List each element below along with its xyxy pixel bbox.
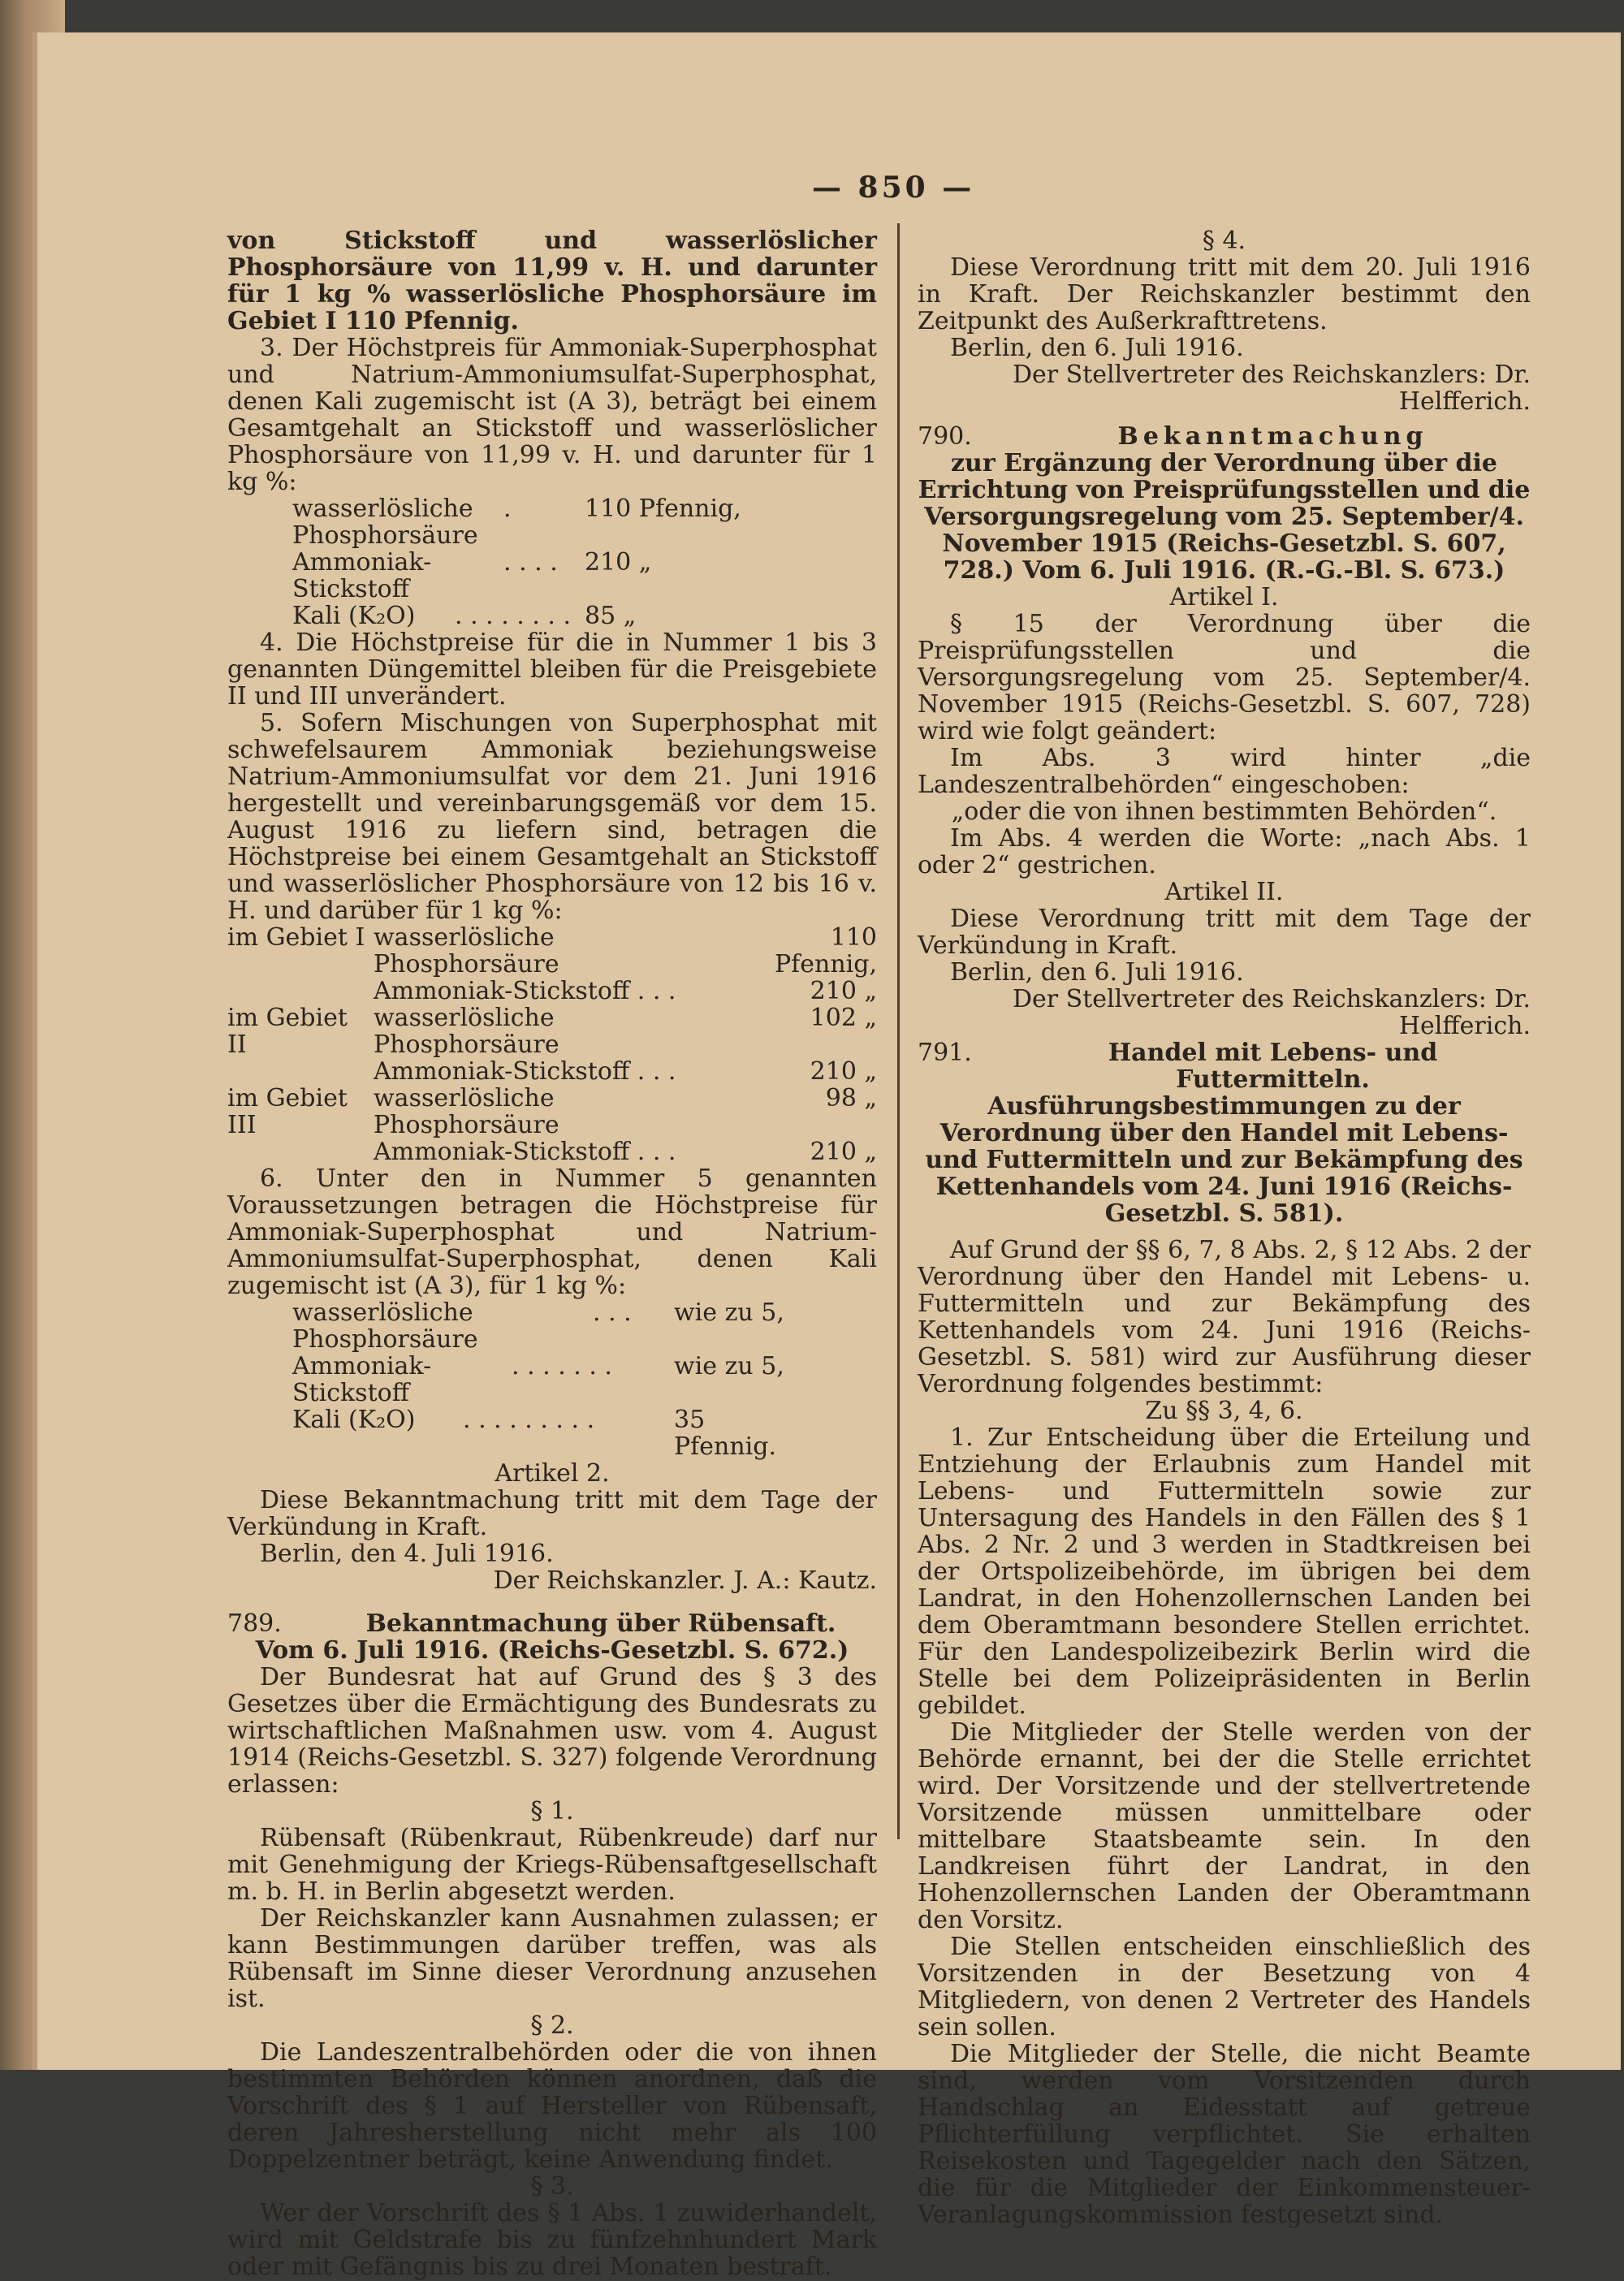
artikel-1-heading: Artikel I.: [1169, 583, 1279, 611]
rule-2: Die Mitglieder der Stelle werden von der Behörde ernannt, bei der die Stelle errichtet wird. Der Vorsitzende und der stellvertretende Vorsitzende müssen unmittelbare oder mittelbare Staatsbeamte sein. In den Landkreisen führt der Landrat, in den Hohenzollernschen Landen der Oberamtmann den Vorsitz.: [918, 1718, 1531, 1934]
table-row: im Gebiet III wasserlösliche Phosphorsäure 98 „: [227, 1084, 877, 1139]
section-790-heading: [918, 423, 1531, 450]
artikel-1-b: „oder die von ihnen bestimmten Behörden“.: [951, 797, 1497, 826]
preamble: Auf Grund der §§ 6, 7, 8 Abs. 2, § 12 Abs. 2 der Verordnung über den Handel mit Lebens- u. Futtermitteln und zur Bekämpfung des Kettenhandels vom 24. Juni 1916 (Reichs-Gesetzbl. S. 581) wird zur Ausführung dieser Verordnung folgendes bestimmt:: [918, 1236, 1531, 1398]
signature: Der Stellvertreter des Reichskanzlers: Dr. Helfferich.: [1012, 361, 1531, 416]
paragraph-1-text-2: Der Reichskanzler kann Ausnahmen zulassen; er kann Bestimmungen darüber treffen, was als Rübensaft im Sinne dieser Verordnung anzusehen ist.: [227, 1904, 877, 2013]
artikel-2-heading: Artikel 2.: [495, 1459, 610, 1488]
paragraph-4: 4. Die Höchstpreise für die in Nummer 1 bis 3 genannten Düngemittel bleiben für die Preisgebiete II und III unverändert.: [227, 629, 877, 711]
rule-3: Die Stellen entscheiden einschließlich des Vorsitzenden in der Besetzung von 4 Mitgliedern, von denen 2 Vertreter des Handels sein sollen.: [918, 1933, 1531, 2041]
table-row: im Gebiet II wasserlösliche Phosphorsäure 102 „: [227, 1004, 877, 1059]
table-row: Kali (K₂O) . . . . . . . . . 35 Pfennig.: [292, 1406, 777, 1461]
section-number: 789.: [227, 1609, 282, 1638]
paragraph-3: 3. Der Höchstpreis für Ammoniak-Superphosphat und Natrium-Ammoniumsulfat-Superphosphat, denen Kali zugemischt ist (A 3), beträgt bei einem Gesamtgehalt an Stickstoff und wasserlöslicher Phosphorsäure von 11,99 v. H. und darunter für 1 kg %:: [227, 334, 877, 496]
column-divider: [897, 223, 900, 1839]
section-number: 791.: [918, 1039, 972, 1067]
price-table-3: [227, 495, 747, 629]
section-number: 790.: [918, 422, 972, 451]
table-row: Ammoniak-Stickstoff . . . . . . . wie zu 5,: [292, 1352, 784, 1407]
rule-1: 1. Zur Entscheidung über die Erteilung und Entziehung der Erlaubnis zum Handel mit Lebens- und Futtermitteln sowie zur Untersagung des Handels in den Fällen des § 1 Abs. 2 Nr. 2 und 3 werden in Stadtkreisen bei der Ortspolizeibehörde, im übrigen bei dem Landrat, in den Hohenzollernschen Landen bei dem Oberamtmann besondere Stellen errichtet. Für den Landespolizeibezirk Berlin wird die Stelle bei dem Polizeipräsidenten in Berlin gebildet.: [918, 1423, 1531, 1720]
left-column: [227, 227, 877, 2280]
table-row: Ammoniak-Stickstoff . . . 210 „: [374, 977, 877, 1005]
table-row: Kali (K₂O) . . . . . . . . 85 „: [292, 602, 637, 630]
paragraph-2-text: Die Landeszentralbehörden oder die von ihnen bestimmten Behörden können anordnen, daß die Vorschrift des § 1 auf Hersteller von Rübensaft, deren Jahresherstellung nicht mehr als 100 Doppelzentner beträgt, keine Anwendung findet.: [227, 2038, 877, 2174]
paragraph-sign-3: § 3.: [530, 2172, 574, 2201]
intro-paragraph: von Stickstoff und wasserlöslicher Phosphorsäure von 11,99 v. H. und darunter für 1 kg % wasserlösliche Phosphorsäure im Gebiet I 110 Pfennig.: [227, 227, 877, 335]
table-row: Ammoniak-Stickstoff . . . 210 „: [374, 1138, 877, 1166]
preamble: Der Bundesrat hat auf Grund des § 3 des Gesetzes über die Ermächtigung des Bundesrats zu wirtschaftlichen Maßnahmen usw. vom 4. August 1914 (Reichs-Gesetzbl. S. 327) folgende Verordnung erlassen:: [227, 1663, 877, 1799]
paragraph-5: 5. Sofern Mischungen von Superphosphat mit schwefelsaurem Ammoniak beziehungsweise Natrium-Ammoniumsulfat vor dem 21. Juni 1916 hergestellt und vereinbarungsgemäß vor dem 15. August 1916 zu liefern sind, betragen die Höchstpreise bei einem Gesamtgehalt an Stickstoff und wasserlöslicher Phosphorsäure von 12 bis 16 v. H. und darüber für 1 kg %:: [227, 709, 877, 925]
signature: Der Reichskanzler. J. A.: Kautz.: [493, 1566, 877, 1595]
section-791-heading: [918, 1039, 1531, 1093]
section-title: Handel mit Lebens- und Futtermitteln.: [1108, 1039, 1438, 1094]
signature: Der Stellvertreter des Reichskanzlers: Dr. Helfferich.: [1012, 985, 1531, 1040]
table-row: im Gebiet I wasserlösliche Phosphorsäure 110 Pfennig,: [227, 923, 877, 978]
artikel-2-text: Diese Verordnung tritt mit dem Tage der Verkündung in Kraft.: [918, 905, 1531, 960]
paragraph-3-text: Wer der Vorschrift des § 1 Abs. 1 zuwiderhandelt, wird mit Geldstrafe bis zu fünfzehnhundert Mark oder mit Gefängnis bis zu drei Monaten bestraft.: [227, 2199, 877, 2281]
artikel-1-text: § 15 der Verordnung über die Preisprüfungsstellen und die Versorgungsregelung vom 25. September/4. November 1915 (Reichs-Gesetzbl. S. 607, 728) wird wie folgt geändert:: [918, 610, 1531, 745]
rule-4: Die Mitglieder der Stelle, die nicht Beamte sind, werden vom Vorsitzenden durch Handschlag an Eidesstatt auf getreue Pflichterfüllung verpflichtet. Sie erhalten Reisekosten und Tagegelder nach den Sätzen, die für die Mitglieder der Einkommensteuer-Veranlagungskommission festgesetzt sind.: [918, 2040, 1531, 2229]
paragraph-sign-1: § 1.: [530, 1797, 574, 1825]
right-column: [918, 227, 1531, 2228]
date-line: Berlin, den 6. Juli 1916.: [950, 958, 1244, 987]
price-table-6: [227, 1299, 812, 1460]
artikel-2-text: Diese Bekanntmachung tritt mit dem Tage der Verkündung in Kraft.: [227, 1486, 877, 1541]
artikel-1-c: Im Abs. 4 werden die Worte: „nach Abs. 1 oder 2“ gestrichen.: [918, 824, 1531, 879]
table-row: Ammoniak-Stickstoff . . . 210 „: [374, 1057, 877, 1086]
paragraph-sign-2: § 2.: [530, 2011, 574, 2040]
date-line: Berlin, den 6. Juli 1916.: [950, 334, 1244, 362]
section-789-heading: [227, 1610, 877, 1637]
date-line: Berlin, den 4. Juli 1916.: [260, 1540, 554, 1568]
zu-heading: Zu §§ 3, 4, 6.: [1145, 1397, 1303, 1425]
section-subtitle: Vom 6. Juli 1916. (Reichs-Gesetzbl. S. 672.): [255, 1636, 849, 1665]
page-number: — 850 —: [812, 171, 975, 205]
paragraph-4-text: Diese Verordnung tritt mit dem 20. Juli 1916 in Kraft. Der Reichskanzler bestimmt den Zeitpunkt des Außerkrafttretens.: [918, 253, 1531, 335]
price-table-5: [227, 924, 877, 1165]
section-subtitle: Ausführungsbestimmungen zu der Verordnung über den Handel mit Lebens- und Futtermitteln und zur Bekämpfung des Kettenhandels vom 24. Juni 1916 (Reichs-Gesetzbl. S. 581).: [925, 1092, 1523, 1228]
paragraph-sign-4: § 4.: [1202, 227, 1246, 255]
table-row: wasserlösliche Phosphorsäure . . . wie zu 5,: [292, 1298, 784, 1354]
table-row: wasserlösliche Phosphorsäure . 110 Pfennig,: [292, 495, 741, 550]
artikel-1-a: Im Abs. 3 wird hinter „die Landeszentralbehörden“ eingeschoben:: [918, 744, 1531, 799]
artikel-2-heading: Artikel II.: [1164, 878, 1284, 906]
section-title: Bekanntmachung über Rübensaft.: [365, 1609, 836, 1638]
paragraph-1-text: Rübensaft (Rübenkraut, Rübenkreude) darf nur mit Genehmigung der Kriegs-Rübensaftgesellschaft m. b. H. in Berlin abgesetzt werden.: [227, 1824, 877, 1906]
paragraph-6: 6. Unter den in Nummer 5 genannten Voraussetzungen betragen die Höchstpreise für Ammoniak-Superphosphat und Natrium-Ammoniumsulfat-Superphosphat, denen Kali zugemischt ist (A 3), für 1 kg %:: [227, 1164, 877, 1300]
table-row: Ammoniak-Stickstoff . . . . 210 „: [292, 548, 652, 603]
section-title: Bekanntmachung: [1117, 422, 1428, 451]
section-subtitle: zur Ergänzung der Verordnung über die Errichtung von Preisprüfungsstellen und die Versorgungsregelung vom 25. September/4. November 1915 (Reichs-Gesetzbl. S. 607, 728.) Vom 6. Juli 1916. (R.-G.-Bl. S. 673.): [918, 449, 1531, 585]
